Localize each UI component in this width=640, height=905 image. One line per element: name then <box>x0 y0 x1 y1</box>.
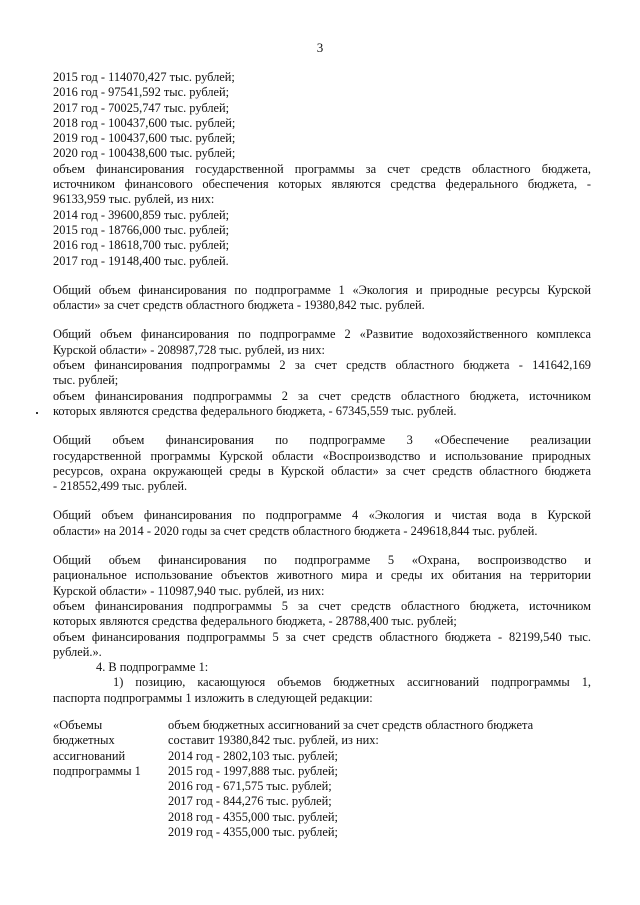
text-line: Общий объем финансирования по подпрограмме 5 «Охрана, воспроизводство и <box>53 553 591 568</box>
text-line: 2017 год - 844,276 тыс. рублей; <box>168 794 332 809</box>
text-line: бюджетных <box>53 733 115 748</box>
passport-label-cell <box>53 718 163 779</box>
text-line: объем финансирования подпрограммы 2 за счет средств областного бюджета - 141642,169 <box>53 358 591 373</box>
text-line: объем финансирования подпрограммы 5 за счет средств областного бюджета - 82199,540 тыс. <box>53 629 591 644</box>
item-4-subitem-1 <box>53 675 591 706</box>
text-line: 2014 год - 39600,859 тыс. рублей; <box>53 207 230 222</box>
text-line: объем финансирования государственной программы за счет средств областного бюджета, <box>53 161 591 176</box>
scan-dot <box>36 412 38 414</box>
text-line: ассигнований <box>53 748 126 763</box>
text-line: «Объемы <box>53 717 103 732</box>
text-line: которых являются средства федерального бюджета, - 67345,559 тыс. рублей. <box>53 403 457 418</box>
subprogram-1-paragraph <box>53 283 591 314</box>
text-line: 2016 год - 671,575 тыс. рублей; <box>168 779 332 794</box>
text-line: 2019 год - 4355,000 тыс. рублей; <box>168 825 338 840</box>
text-line: тыс. рублей; <box>53 373 119 388</box>
text-line: 2015 год - 114070,427 тыс. рублей; <box>53 70 235 84</box>
text-line: Курской области» - 110987,940 тыс. рублей, из них: <box>53 583 325 598</box>
text-line: 96133,959 тыс. рублей, из них: <box>53 192 215 207</box>
funding-years-block <box>53 70 591 269</box>
subprogram-5-paragraph <box>53 553 591 660</box>
text-line: которых являются средства федерального бюджета, - 28788,400 тыс. рублей; <box>53 614 457 629</box>
text-line: 2017 год - 19148,400 тыс. рублей. <box>53 253 229 268</box>
text-line: составит 19380,842 тыс. рублей, из них: <box>168 733 379 748</box>
text-line: подпрограммы 1 <box>53 763 141 778</box>
text-line: рублей.». <box>53 644 102 659</box>
text-line: Общий объем финансирования по подпрограмме 4 «Экология и чистая вода в Курской <box>53 508 591 523</box>
subprogram-3-paragraph <box>53 433 591 494</box>
text-line: рациональное использование объектов животного мира и среды их обитания на территории <box>53 568 591 583</box>
text-line: государственной программы Курской области «Воспроизводство и использование природных <box>53 448 591 463</box>
text-line: объем финансирования подпрограммы 5 за счет средств областного бюджета, источником <box>53 598 591 613</box>
subprogram-4-paragraph <box>53 508 591 539</box>
text-line: 2017 год - 70025,747 тыс. рублей; <box>53 100 230 115</box>
text-line: Общий объем финансирования по подпрограмме 3 «Обеспечение реализации <box>53 433 591 448</box>
text-line: источником финансового обеспечения которых являются средства федерального бюджета, - <box>53 177 591 192</box>
text-line: ресурсов, охрана окружающей среды в Курской области» за счет средств областного бюджета <box>53 463 591 478</box>
text-line: 2015 год - 18766,000 тыс. рублей; <box>53 222 230 237</box>
text-line: 2018 год - 100437,600 тыс. рублей; <box>53 115 236 130</box>
page-number: 3 <box>316 40 324 55</box>
text-line: объем бюджетных ассигнований за счет средств областного бюджета <box>168 717 534 732</box>
text-line: 1) позицию, касающуюся объемов бюджетных ассигнований подпрограммы 1, <box>113 675 591 690</box>
text-line: области» на 2014 - 2020 годы за счет средств областного бюджета - 249618,844 тыс. рублей. <box>53 523 538 538</box>
text-line: 2019 год - 100437,600 тыс. рублей; <box>53 131 236 146</box>
text-line: паспорта подпрограммы 1 изложить в следующей редакции: <box>53 690 373 705</box>
document-body <box>53 70 591 858</box>
text-line: Курской области» - 208987,728 тыс. рублей, из них: <box>53 342 325 357</box>
passport-value-cell <box>168 718 591 840</box>
passport-table <box>53 718 591 858</box>
text-line: - 218552,499 тыс. рублей. <box>53 479 188 494</box>
text-line: Общий объем финансирования по подпрограмме 1 «Экология и природные ресурсы Курской <box>53 282 591 297</box>
text-line: Общий объем финансирования по подпрограмме 2 «Развитие водохозяйственного комплекса <box>53 327 591 342</box>
text-line: области» за счет средств областного бюджета - 19380,842 тыс. рублей. <box>53 298 425 313</box>
text-line: 2014 год - 2802,103 тыс. рублей; <box>168 748 338 763</box>
text-line: 2018 год - 4355,000 тыс. рублей; <box>168 809 338 824</box>
text-line: 2016 год - 18618,700 тыс. рублей; <box>53 238 230 253</box>
text-line: 2016 год - 97541,592 тыс. рублей; <box>53 85 230 100</box>
text-line: 2015 год - 1997,888 тыс. рублей; <box>168 763 338 778</box>
item-4-heading: 4. В подпрограмме 1: <box>96 660 209 675</box>
text-line: объем финансирования подпрограммы 2 за счет средств областного бюджета, источником <box>53 388 591 403</box>
text-line: 2020 год - 100438,600 тыс. рублей; <box>53 146 236 161</box>
subprogram-2-paragraph <box>53 327 591 419</box>
